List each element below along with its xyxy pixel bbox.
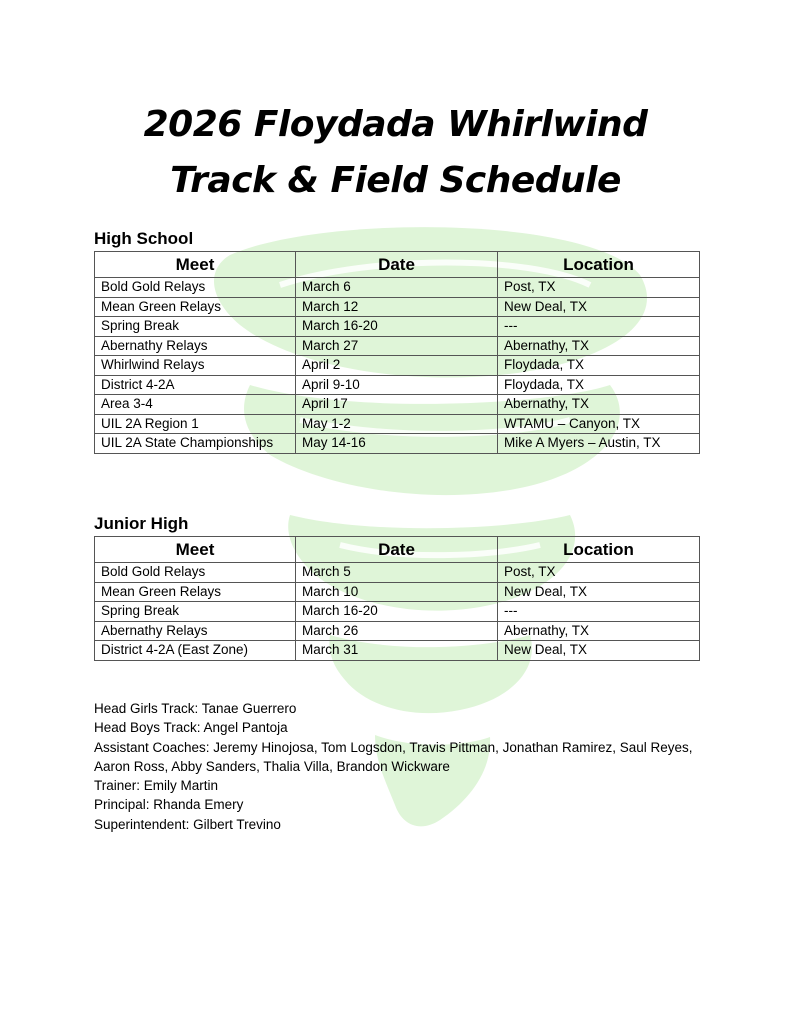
table-row bbox=[95, 621, 700, 641]
column-header-meet: Meet bbox=[95, 537, 296, 563]
table-header-row bbox=[95, 537, 700, 563]
trainer-line: Trainer: Emily Martin bbox=[94, 778, 219, 794]
date-cell: March 16-20 bbox=[296, 317, 498, 337]
location-cell: --- bbox=[498, 317, 700, 337]
location-cell: Floydada, TX bbox=[498, 356, 700, 376]
table-row bbox=[95, 395, 700, 415]
location-cell: Abernathy, TX bbox=[498, 336, 700, 356]
location-cell: Mike A Myers – Austin, TX bbox=[498, 434, 700, 454]
date-cell: March 31 bbox=[296, 641, 498, 661]
location-cell: WTAMU – Canyon, TX bbox=[498, 414, 700, 434]
table-header-row bbox=[95, 252, 700, 278]
column-header-location: Location bbox=[498, 252, 700, 278]
table-row bbox=[95, 375, 700, 395]
principal-line: Principal: Rhanda Emery bbox=[94, 797, 244, 813]
date-cell: April 2 bbox=[296, 356, 498, 376]
meet-cell: Spring Break bbox=[95, 602, 296, 622]
table-row bbox=[95, 356, 700, 376]
table-row bbox=[95, 641, 700, 661]
column-header-meet: Meet bbox=[95, 252, 296, 278]
location-cell: Abernathy, TX bbox=[498, 395, 700, 415]
meet-cell: UIL 2A Region 1 bbox=[95, 414, 296, 434]
location-cell: Floydada, TX bbox=[498, 375, 700, 395]
meet-cell: Bold Gold Relays bbox=[95, 278, 296, 298]
meet-cell: Bold Gold Relays bbox=[95, 563, 296, 583]
meet-cell: Whirlwind Relays bbox=[95, 356, 296, 376]
junior-high-heading: Junior High bbox=[94, 514, 189, 533]
location-cell: --- bbox=[498, 602, 700, 622]
column-header-date: Date bbox=[296, 252, 498, 278]
table-row bbox=[95, 278, 700, 298]
table-row bbox=[95, 582, 700, 602]
location-cell: Post, TX bbox=[498, 563, 700, 583]
date-cell: May 14-16 bbox=[296, 434, 498, 454]
column-header-location: Location bbox=[498, 537, 700, 563]
date-cell: March 12 bbox=[296, 297, 498, 317]
date-cell: April 9-10 bbox=[296, 375, 498, 395]
date-cell: March 27 bbox=[296, 336, 498, 356]
meet-cell: Abernathy Relays bbox=[95, 336, 296, 356]
date-cell: March 6 bbox=[296, 278, 498, 298]
assistant-coaches-line: Assistant Coaches: Jeremy Hinojosa, Tom Logsdon, Travis Pittman, Jonathan Ramirez, Saul Reyes, Aaron Ross, Abby Sanders, Thalia Villa, Brandon Wickware bbox=[94, 739, 693, 774]
meet-cell: Abernathy Relays bbox=[95, 621, 296, 641]
date-cell: May 1-2 bbox=[296, 414, 498, 434]
superintendent-line: Superintendent: Gilbert Trevino bbox=[94, 816, 281, 832]
table-row bbox=[95, 563, 700, 583]
table-row bbox=[95, 297, 700, 317]
junior-high-schedule-table bbox=[94, 536, 700, 661]
date-cell: March 16-20 bbox=[296, 602, 498, 622]
column-header-date: Date bbox=[296, 537, 498, 563]
location-cell: New Deal, TX bbox=[498, 582, 700, 602]
location-cell: New Deal, TX bbox=[498, 297, 700, 317]
high-school-heading: High School bbox=[94, 229, 194, 248]
head-boys-track-line: Head Boys Track: Angel Pantoja bbox=[94, 720, 288, 736]
page-title-line-1: 2026 Floydada Whirlwind bbox=[143, 104, 648, 145]
date-cell: April 17 bbox=[296, 395, 498, 415]
table-row bbox=[95, 414, 700, 434]
location-cell: Post, TX bbox=[498, 278, 700, 298]
meet-cell: Mean Green Relays bbox=[95, 297, 296, 317]
high-school-schedule-table bbox=[94, 251, 700, 454]
meet-cell: Spring Break bbox=[95, 317, 296, 337]
meet-cell: District 4-2A bbox=[95, 375, 296, 395]
date-cell: March 5 bbox=[296, 563, 498, 583]
meet-cell: District 4-2A (East Zone) bbox=[95, 641, 296, 661]
date-cell: March 10 bbox=[296, 582, 498, 602]
table-row bbox=[95, 434, 700, 454]
location-cell: New Deal, TX bbox=[498, 641, 700, 661]
table-row bbox=[95, 602, 700, 622]
date-cell: March 26 bbox=[296, 621, 498, 641]
staff-list bbox=[94, 699, 694, 834]
location-cell: Abernathy, TX bbox=[498, 621, 700, 641]
meet-cell: Area 3-4 bbox=[95, 395, 296, 415]
table-row bbox=[95, 317, 700, 337]
meet-cell: UIL 2A State Championships bbox=[95, 434, 296, 454]
page-title-line-2: Track & Field Schedule bbox=[170, 160, 621, 201]
meet-cell: Mean Green Relays bbox=[95, 582, 296, 602]
head-girls-track-line: Head Girls Track: Tanae Guerrero bbox=[94, 701, 297, 716]
table-row bbox=[95, 336, 700, 356]
